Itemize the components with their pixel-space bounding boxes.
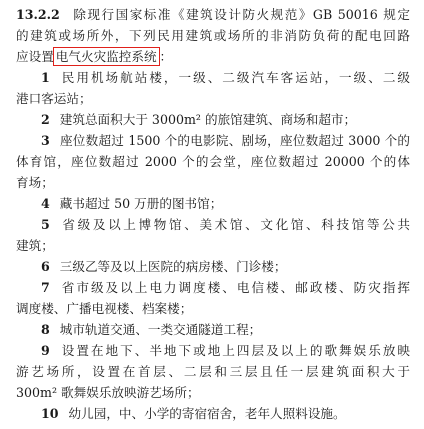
item-number: 7 bbox=[41, 280, 50, 295]
item-text: 幼儿园，中、小学的寄宿宿舍，老年人照料设施。 bbox=[68, 406, 346, 421]
item-text: 游艺场所，设置在首层、二层和三层且任一层建筑面积大于 bbox=[16, 364, 410, 379]
item-text: 设置在地下、半地下或地上四层及以上的歌舞娱乐放映 bbox=[59, 343, 410, 358]
list-item-6-line-1 bbox=[41, 256, 410, 277]
item-text: 调度楼、广播电视楼、档案楼； bbox=[16, 301, 193, 316]
highlighted-term: 电气火灾监控系统 bbox=[53, 47, 160, 66]
list-item-3-line-2 bbox=[16, 151, 410, 172]
item-number: 8 bbox=[41, 322, 50, 337]
item-text: 省级及以上博物馆、美术馆、文化馆、科技馆等公共 bbox=[59, 217, 410, 232]
item-text: 座位数超过 1500 个的电影院、剧场，座位数超过 3000 个的 bbox=[59, 133, 410, 148]
item-text: 体育馆，座位数超过 2000 个的会堂，座位数超过 20000 个的体 bbox=[16, 154, 410, 169]
clause-line-3 bbox=[16, 46, 410, 67]
list-item-3-line-3 bbox=[16, 172, 410, 193]
list-item-5-line-1 bbox=[41, 214, 410, 235]
item-text: 城市轨道交通、一类交通隧道工程； bbox=[59, 322, 262, 337]
list-item-7-line-2 bbox=[16, 298, 410, 319]
item-number: 4 bbox=[41, 196, 50, 211]
list-item-8-line-1 bbox=[41, 319, 410, 340]
item-text: 300m² 歌舞娱乐放映游艺场所； bbox=[16, 385, 200, 400]
list-item-5-line-2 bbox=[16, 235, 410, 256]
item-text: 藏书超过 50 万册的图书馆； bbox=[59, 196, 223, 211]
item-text: 民用机场航站楼，一级、二级汽车客运站，一级、二级 bbox=[59, 70, 410, 85]
list-item-1-line-2 bbox=[16, 88, 410, 109]
clause-line-2 bbox=[16, 25, 410, 46]
item-text: 建筑总面积大于 3000m² 的旅馆建筑、商场和超市； bbox=[59, 112, 357, 127]
item-text: 育场； bbox=[16, 175, 54, 190]
list-item-7-line-1 bbox=[41, 277, 410, 298]
clause-number: 13.2.2 bbox=[16, 7, 60, 22]
list-item-3-line-1 bbox=[41, 130, 410, 151]
list-item-2-line-1 bbox=[41, 109, 410, 130]
list-item-1-line-1 bbox=[41, 67, 410, 88]
item-text: 港口客运站； bbox=[16, 91, 92, 106]
item-number: 5 bbox=[41, 217, 50, 232]
item-number: 1 bbox=[41, 70, 50, 85]
clause-text-3-before: 应设置 bbox=[16, 49, 54, 64]
item-text: 建筑； bbox=[16, 238, 54, 253]
item-number: 9 bbox=[41, 343, 50, 358]
clause-text-2: 的建筑或场所外，下列民用建筑或场所的非消防负荷的配电回路 bbox=[16, 28, 410, 43]
item-text: 三级乙等及以上医院的病房楼、门诊楼； bbox=[59, 259, 287, 274]
item-text: 省市级及以上电力调度楼、电信楼、邮政楼、防灾指挥 bbox=[59, 280, 410, 295]
item-number: 2 bbox=[41, 112, 50, 127]
item-number: 10 bbox=[41, 406, 59, 421]
clause-line-1 bbox=[16, 4, 410, 25]
list-item-4-line-1 bbox=[41, 193, 410, 214]
clause-text-1: 除现行国家标准《建筑设计防火规范》GB 50016 规定 bbox=[71, 7, 410, 22]
clause-text-3-after: ： bbox=[159, 49, 173, 64]
item-number: 3 bbox=[41, 133, 50, 148]
item-number: 6 bbox=[41, 259, 50, 274]
list-item-9-line-1 bbox=[41, 340, 410, 361]
